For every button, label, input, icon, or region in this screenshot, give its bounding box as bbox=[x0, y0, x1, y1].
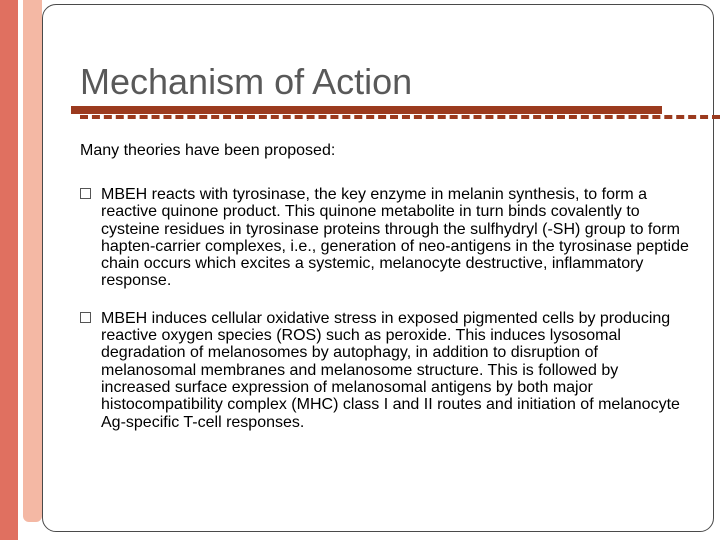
bullet-item bbox=[80, 186, 690, 290]
title-underline-dashed bbox=[80, 115, 720, 119]
checkbox-bullet-icon bbox=[80, 188, 91, 199]
bullet-list bbox=[80, 186, 690, 451]
bullet-item bbox=[80, 310, 690, 431]
checkbox-bullet-icon bbox=[80, 312, 91, 323]
title-underline-solid bbox=[71, 106, 662, 114]
bullet-text: MBEH induces cellular oxidative stress in exposed pigmented cells by producing reactive oxygen species (ROS) such as peroxide. This induces lysosomal degradation of melanosomes by autophagy, in addition to disruption of melanosomal membranes and melanosome structure. This is followed by increased surface expression of melanosomal antigens by both major histocompatibility complex (MHC) class I and II routes and initiation of melanocyte Ag-specific T-cell responses. bbox=[101, 309, 680, 431]
intro-text: Many theories have been proposed: bbox=[80, 142, 336, 159]
left-accent-bar-outer bbox=[0, 0, 18, 540]
slide-title: Mechanism of Action bbox=[80, 61, 413, 102]
left-accent-bar-inner bbox=[23, 0, 42, 522]
bullet-text: MBEH reacts with tyrosinase, the key enzyme in melanin synthesis, to form a reactive quinone product. This quinone metabolite in turn binds covalently to cysteine residues in tyrosinase proteins through the sulfhydryl (-SH) group to form hapten-carrier complexes, i.e., generation of neo-antigens in the tyrosinase peptide chain occurs which excites a systemic, melanocyte destructive, inflammatory response. bbox=[101, 186, 689, 290]
